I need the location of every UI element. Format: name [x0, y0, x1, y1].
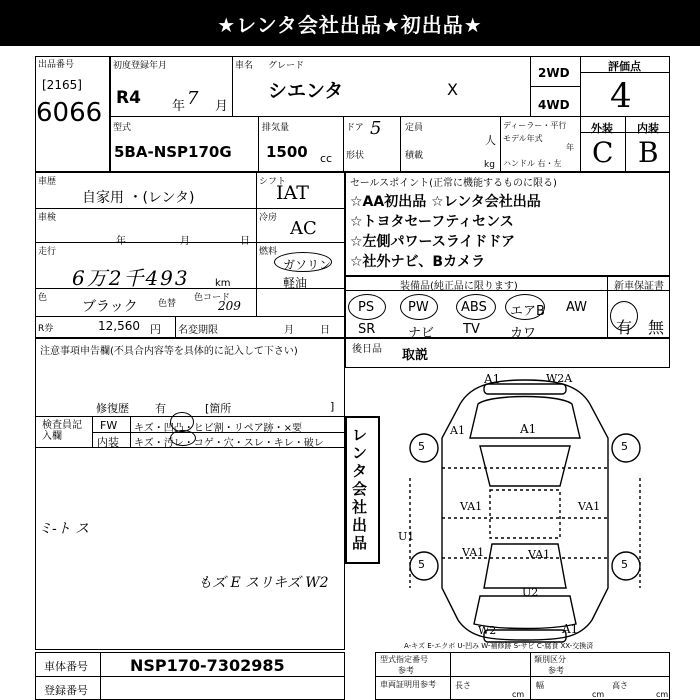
- mark-a1-front: A1: [484, 372, 501, 386]
- sales-point-1: ☆AA初出品 ☆レンタ会社出品: [350, 194, 541, 210]
- mileage-unit: km: [215, 278, 231, 289]
- load-label: 積載: [405, 151, 424, 161]
- eq-abs: ABS: [461, 300, 487, 315]
- model-year-unit: 年: [566, 143, 574, 152]
- drive-2wd: 2WD: [538, 66, 570, 80]
- shape-label: 形状: [346, 151, 365, 161]
- car-name-label: 車名: [235, 61, 254, 71]
- color-value: ブラック: [82, 299, 138, 315]
- color-label: 色: [38, 293, 48, 303]
- color-code: 209: [218, 299, 241, 313]
- banner-title: ★レンタ会社出品★初出品★: [0, 0, 700, 46]
- capacity-label: 定員: [405, 123, 424, 133]
- cert-height: 高さ: [612, 681, 628, 690]
- inspector-circle-2: [170, 430, 196, 446]
- car-windshield: [480, 446, 570, 486]
- notes-box: [35, 338, 345, 650]
- score-value: 4: [610, 76, 632, 116]
- eq-aw: AW: [566, 300, 588, 315]
- sales-point-4: ☆社外ナビ、Bカメラ: [350, 254, 486, 270]
- eq-leather: カワ: [510, 326, 537, 341]
- sales-points-header: セールスポイント(正常に機能するものに限る): [350, 178, 557, 189]
- after-market-value: 取説: [402, 348, 429, 363]
- mark-u2: U2: [522, 586, 539, 599]
- disp-value: 1500: [266, 143, 308, 161]
- ac-label: 冷房: [259, 213, 278, 223]
- int-score: B: [638, 136, 659, 169]
- fuel-diesel: 軽油: [283, 276, 308, 290]
- sales-point-3: ☆左側パワースライドドア: [350, 234, 516, 250]
- load-unit: kg: [484, 160, 495, 170]
- repair-label: 修復歴: [96, 402, 129, 415]
- eq-pw: PW: [408, 300, 429, 315]
- recycle-value: 12,560: [98, 319, 140, 333]
- inspector-label: 検査員記入欄: [42, 420, 82, 442]
- recycle-label: R券: [38, 324, 54, 334]
- lot-label: 出品番号: [38, 60, 75, 70]
- mileage-label: 走行: [38, 247, 57, 257]
- reg-number-label: 登録番号: [44, 684, 88, 697]
- category-ref: 参考: [548, 666, 564, 675]
- type-cert-label: 型式指定番号: [380, 655, 428, 664]
- first-reg-year-unit: 年: [172, 99, 186, 114]
- warranty-no: 無: [648, 318, 665, 337]
- warranty-yes: 有: [616, 318, 633, 337]
- disp-unit: cc: [320, 152, 333, 165]
- mark-w2: W2: [478, 624, 497, 637]
- ac-value: AC: [290, 218, 317, 239]
- ext-label: 外装: [591, 122, 613, 135]
- score-label: 評価点: [608, 60, 641, 73]
- mark-va1-center: VA1: [462, 546, 485, 559]
- inspector-fw: FW: [100, 419, 118, 432]
- int-label: 内装: [637, 122, 659, 135]
- first-reg-month-unit: 月: [215, 99, 229, 114]
- model-value: 5BA-NSP170G: [114, 143, 232, 161]
- repair-close: ]: [330, 400, 335, 413]
- lot-sub: [2165]: [42, 78, 82, 92]
- notes-header: 注意事項申告欄(不具合内容等を具体的に記入して下さい): [40, 346, 298, 357]
- inspector-fw-text: キズ・凹凸・ヒビ割・リペア跡・×要: [134, 423, 302, 434]
- damage-legend: A-キズ E-エクボ U-凹み W-補修跡 S-サビ C-腐食 XX-交換済: [404, 642, 594, 650]
- model-year-label: モデル年式: [503, 134, 543, 143]
- eq-airbag: エアB: [510, 304, 545, 319]
- cert-label: 車両証明用参考: [380, 680, 436, 689]
- inspector-inner: 内装: [97, 436, 119, 449]
- mark-a1-rear: A1: [562, 622, 579, 636]
- eq-navi: ナビ: [408, 326, 435, 341]
- inspection-month: 月: [180, 236, 190, 247]
- handwritten-note-2: もズ E スリキズ W2: [198, 575, 329, 591]
- fuel-circle: [274, 252, 332, 272]
- name-change-label: 名変期限: [178, 325, 218, 336]
- drive-4wd: 4WD: [538, 98, 570, 112]
- color-code-label: 色コード: [194, 293, 231, 303]
- shift-label: シフト: [259, 177, 287, 187]
- recycle-unit: 円: [150, 323, 161, 336]
- cert-length: 長さ: [455, 681, 471, 690]
- first-reg-year: 7: [187, 88, 199, 109]
- mark-va1-rear: VA1: [528, 548, 551, 561]
- color-change-label: 色替: [158, 299, 177, 309]
- eq-circle-pw: [400, 294, 438, 320]
- inspection-year: 年: [116, 236, 126, 247]
- tire-rr-label: 5: [621, 558, 628, 571]
- mark-va1-left: VA1: [460, 500, 483, 513]
- lot-number: 6066: [36, 98, 103, 128]
- mileage-value: 6万2千493: [72, 266, 190, 290]
- fuel-label: 燃料: [259, 247, 278, 257]
- ext-score: C: [592, 136, 614, 169]
- sales-point-2: ☆トヨタセーフティセンス: [350, 214, 514, 230]
- car-grade: X: [447, 80, 458, 99]
- shift-value: IAT: [276, 182, 309, 204]
- car-rear-window: [484, 544, 566, 588]
- history-value: 自家用 ・(レンタ): [82, 190, 195, 206]
- eq-sr: SR: [358, 322, 376, 337]
- chassis-value: NSP170-7302985: [130, 656, 285, 675]
- cert-length-unit: cm: [512, 690, 525, 699]
- mark-a1-fender: A1: [450, 424, 465, 437]
- after-market-label: 後日品: [352, 344, 382, 355]
- disp-label: 排気量: [262, 123, 290, 133]
- inspection-label: 車検: [38, 213, 57, 223]
- first-reg-label: 初度登録年月: [113, 61, 168, 71]
- cert-width-unit: cm: [592, 690, 605, 699]
- dealer-label: ディーラー・平行: [503, 121, 567, 130]
- eq-circle-ps: [348, 294, 386, 320]
- cert-height-unit: cm: [656, 690, 669, 699]
- cert-width: 幅: [536, 681, 544, 690]
- mark-w2a: W2A: [546, 372, 573, 385]
- eq-circle-abs: [456, 294, 496, 320]
- tire-fl-label: 5: [418, 440, 425, 453]
- warranty-header: 新車保証書: [614, 281, 664, 292]
- car-name: シエンタ: [268, 80, 344, 102]
- category-label: 類別区分: [534, 655, 566, 664]
- inspector-inner-text: キズ・汚レ・コゲ・穴・スレ・キレ・破レ: [134, 438, 324, 449]
- type-cert-ref: 参考: [398, 666, 414, 675]
- mark-u1-side: U1: [398, 530, 415, 543]
- eq-circle-airbag: [505, 294, 545, 320]
- doors-label: ドア: [346, 123, 364, 133]
- name-change-day: 日: [320, 325, 330, 336]
- chassis-label: 車体番号: [44, 660, 88, 673]
- eq-tv: TV: [463, 322, 480, 337]
- capacity-unit: 人: [485, 134, 496, 147]
- name-change-month: 月: [284, 325, 294, 336]
- model-label: 型式: [113, 123, 132, 133]
- warranty-circle: [610, 301, 638, 331]
- mark-a1-hood: A1: [520, 422, 537, 436]
- repair-yes: 有: [155, 402, 166, 415]
- fuel-gas: ガソリン: [283, 258, 332, 272]
- first-reg-era: R4: [116, 88, 141, 108]
- equipment-header: 装備品(純正品に限ります): [400, 281, 518, 292]
- tire-rl-label: 5: [418, 558, 425, 571]
- repair-part: [箇所: [205, 402, 232, 415]
- rental-stamp-text: レンタ会社出品: [352, 426, 368, 552]
- inspection-day: 日: [240, 236, 250, 247]
- inspector-circle-1: [170, 412, 194, 432]
- car-roof: [490, 490, 560, 538]
- doors-value: 5: [370, 118, 382, 139]
- eq-ps: PS: [358, 300, 375, 315]
- handle-label: ハンドル 右・左: [503, 159, 562, 168]
- after-market-box: [345, 338, 670, 368]
- history-label: 車歴: [38, 177, 57, 187]
- tire-fr-label: 5: [621, 440, 628, 453]
- mark-va1-right: VA1: [578, 500, 601, 513]
- handwritten-note-1: ミ-ト ス: [38, 521, 90, 537]
- car-grade-label: グレード: [268, 61, 305, 71]
- damage-diagram: [380, 368, 670, 650]
